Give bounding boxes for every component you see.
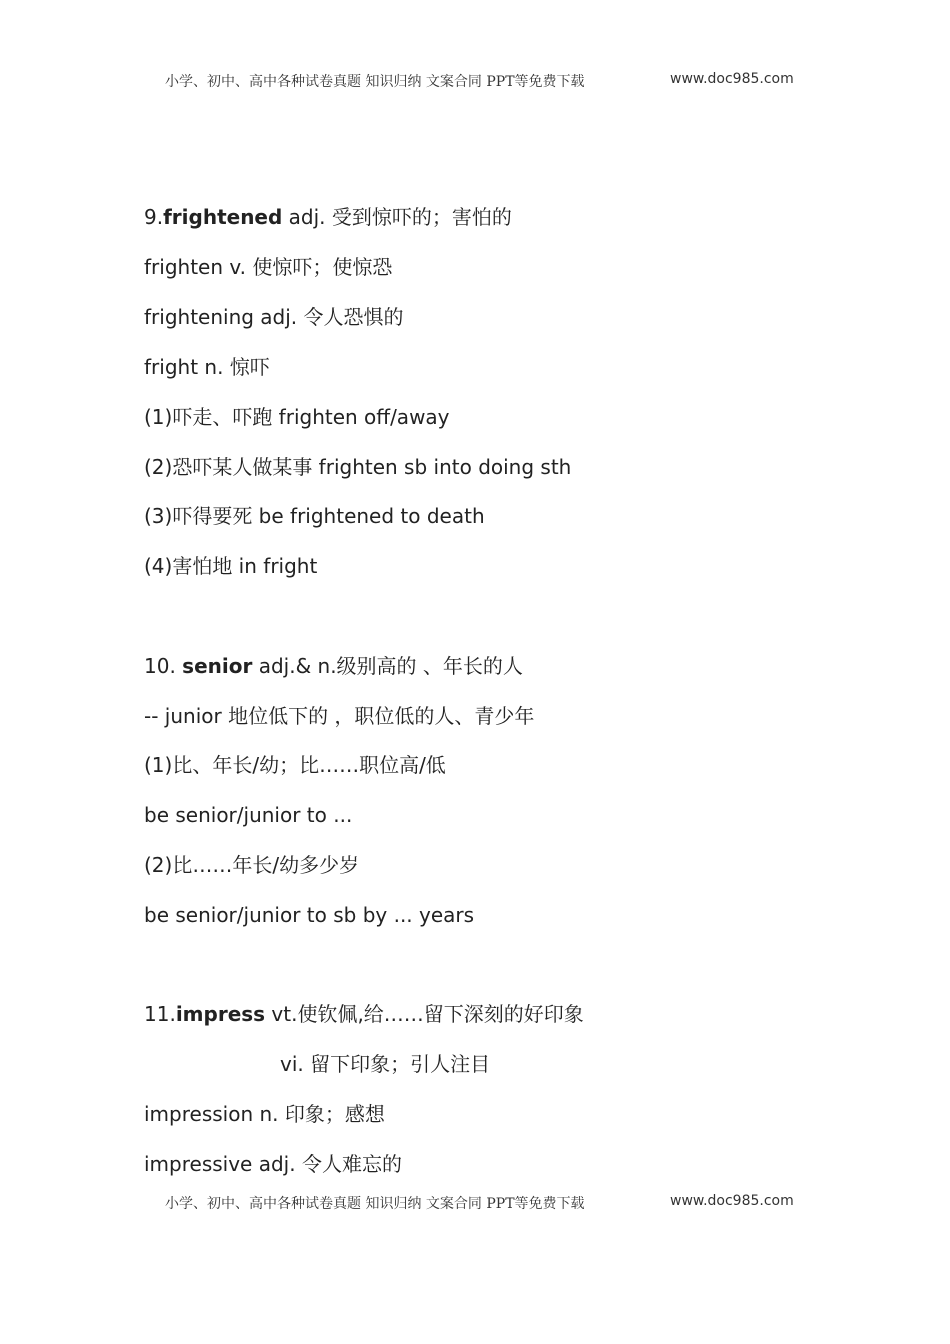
footer-url[interactable]: www.doc985.com <box>670 1193 794 1209</box>
entry-9-number: 9. <box>144 205 164 229</box>
entry-9-line: (1)吓走、吓跑 frighten off/away <box>144 405 450 429</box>
page-header <box>0 68 950 92</box>
entry-11-line: impression n. 印象；感想 <box>144 1102 385 1126</box>
entry-9-line: (2)恐吓某人做某事 frighten sb into doing sth <box>144 455 572 479</box>
footer-text: 小学、初中、高中各种试卷真题 知识归纳 文案合同 PPT等免费下载 <box>165 1196 585 1212</box>
entry-11-number: 11. <box>144 1002 176 1026</box>
entry-9-word: frightened <box>163 205 283 229</box>
entry-10-line: be senior/junior to ... <box>144 803 353 827</box>
entry-9-heading <box>144 204 512 230</box>
page-footer <box>0 1190 950 1214</box>
entry-9-line: fright n. 惊吓 <box>144 355 270 379</box>
entry-9-definition: adj. 受到惊吓的；害怕的 <box>282 205 512 229</box>
header-url[interactable]: www.doc985.com <box>670 71 794 87</box>
entry-11-line: impressive adj. 令人难忘的 <box>144 1152 402 1176</box>
entry-10-word: senior <box>182 654 253 678</box>
entry-11-heading <box>144 1001 584 1027</box>
entry-10-line: (1)比、年长/幼；比……职位高/低 <box>144 753 446 777</box>
entry-9-line: frightening adj. 令人恐惧的 <box>144 305 404 329</box>
header-text: 小学、初中、高中各种试卷真题 知识归纳 文案合同 PPT等免费下载 <box>165 74 585 90</box>
entry-11-definition: vt.使钦佩,给……留下深刻的好印象 <box>265 1002 584 1026</box>
entry-9-line: (4)害怕地 in fright <box>144 554 318 578</box>
entry-10-heading <box>144 653 523 679</box>
entry-10-definition: adj.& n.级别高的 、年长的人 <box>252 654 523 678</box>
entry-9-line: (3)吓得要死 be frightened to death <box>144 504 485 528</box>
entry-11-word: impress <box>175 1002 266 1026</box>
entry-10-line: -- junior 地位低下的 ，职位低的人、青少年 <box>144 704 535 728</box>
entry-9-line: frighten v. 使惊吓；使惊恐 <box>144 255 393 279</box>
entry-10-number: 10. <box>144 654 183 678</box>
entry-10-line: be senior/junior to sb by ... years <box>144 903 475 927</box>
entry-10-line: (2)比……年长/幼多少岁 <box>144 853 360 877</box>
entry-11-vi-line: vi. 留下印象；引人注目 <box>280 1052 491 1076</box>
